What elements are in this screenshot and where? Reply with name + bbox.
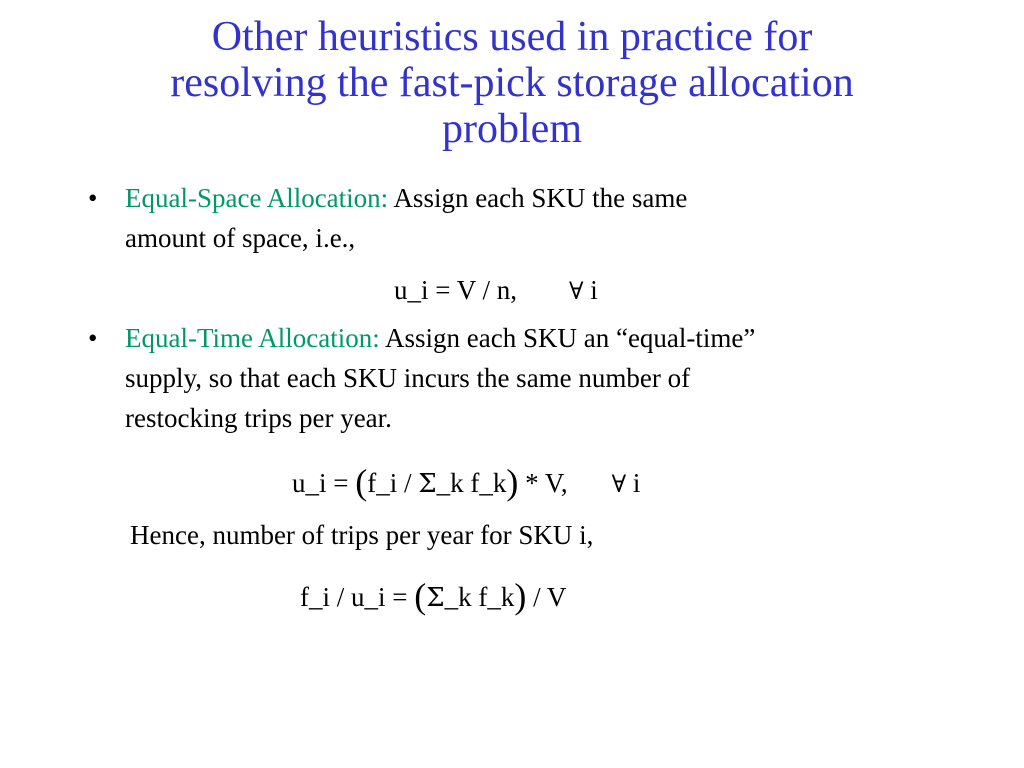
open-paren: ( bbox=[355, 462, 368, 502]
title-line-2: resolving the fast-pick storage allocation bbox=[170, 60, 854, 106]
formula-index: i bbox=[632, 468, 641, 498]
open-paren: ( bbox=[414, 576, 427, 616]
formula-lhs: u_i = bbox=[292, 468, 349, 498]
formula-index: i bbox=[590, 275, 598, 305]
formula-lhs: f_i / u_i = bbox=[300, 582, 408, 612]
bullet-equal-time bbox=[88, 318, 948, 438]
forall-symbol: ∀ bbox=[611, 470, 627, 498]
sigma-symbol: Σ bbox=[426, 583, 445, 613]
title-line-3: problem bbox=[442, 106, 582, 152]
bullet-marker: • bbox=[88, 183, 98, 213]
close-paren: ) bbox=[514, 576, 527, 616]
bullet-text-line: supply, so that each SKU incurs the same number of bbox=[125, 363, 691, 393]
bullet-term: Equal-Time Allocation: bbox=[125, 323, 380, 353]
formula-tail: * V, bbox=[525, 468, 568, 498]
sigma-symbol: Σ bbox=[418, 469, 437, 499]
formula-numerator: f_i / bbox=[367, 468, 412, 498]
title-line-1: Other heuristics used in practice for bbox=[211, 14, 813, 60]
forall-symbol: ∀ bbox=[569, 277, 584, 305]
formula-tail: / V bbox=[533, 582, 567, 612]
formula-sum: _k f_k bbox=[436, 468, 507, 498]
bullet-term: Equal-Space Allocation: bbox=[125, 183, 389, 213]
close-paren: ) bbox=[506, 462, 519, 502]
bullet-text-line: restocking trips per year. bbox=[125, 403, 392, 433]
bullet-text-line: amount of space, i.e., bbox=[125, 223, 356, 253]
hence-text: Hence, number of trips per year for SKU i, bbox=[130, 520, 594, 550]
bullet-text-line: Assign each SKU an “equal-time” bbox=[385, 323, 756, 353]
bullet-equal-space bbox=[88, 178, 948, 258]
formula-equal-space bbox=[394, 270, 598, 311]
formula-equal-time bbox=[292, 462, 640, 504]
formula-text: u_i = V / n, bbox=[394, 275, 518, 305]
formula-sum: _k f_k bbox=[444, 582, 515, 612]
slide-title bbox=[60, 14, 964, 152]
formula-trips-per-year bbox=[300, 576, 566, 618]
bullet-text-line: Assign each SKU the same bbox=[393, 183, 688, 213]
bullet-marker: • bbox=[88, 323, 98, 353]
